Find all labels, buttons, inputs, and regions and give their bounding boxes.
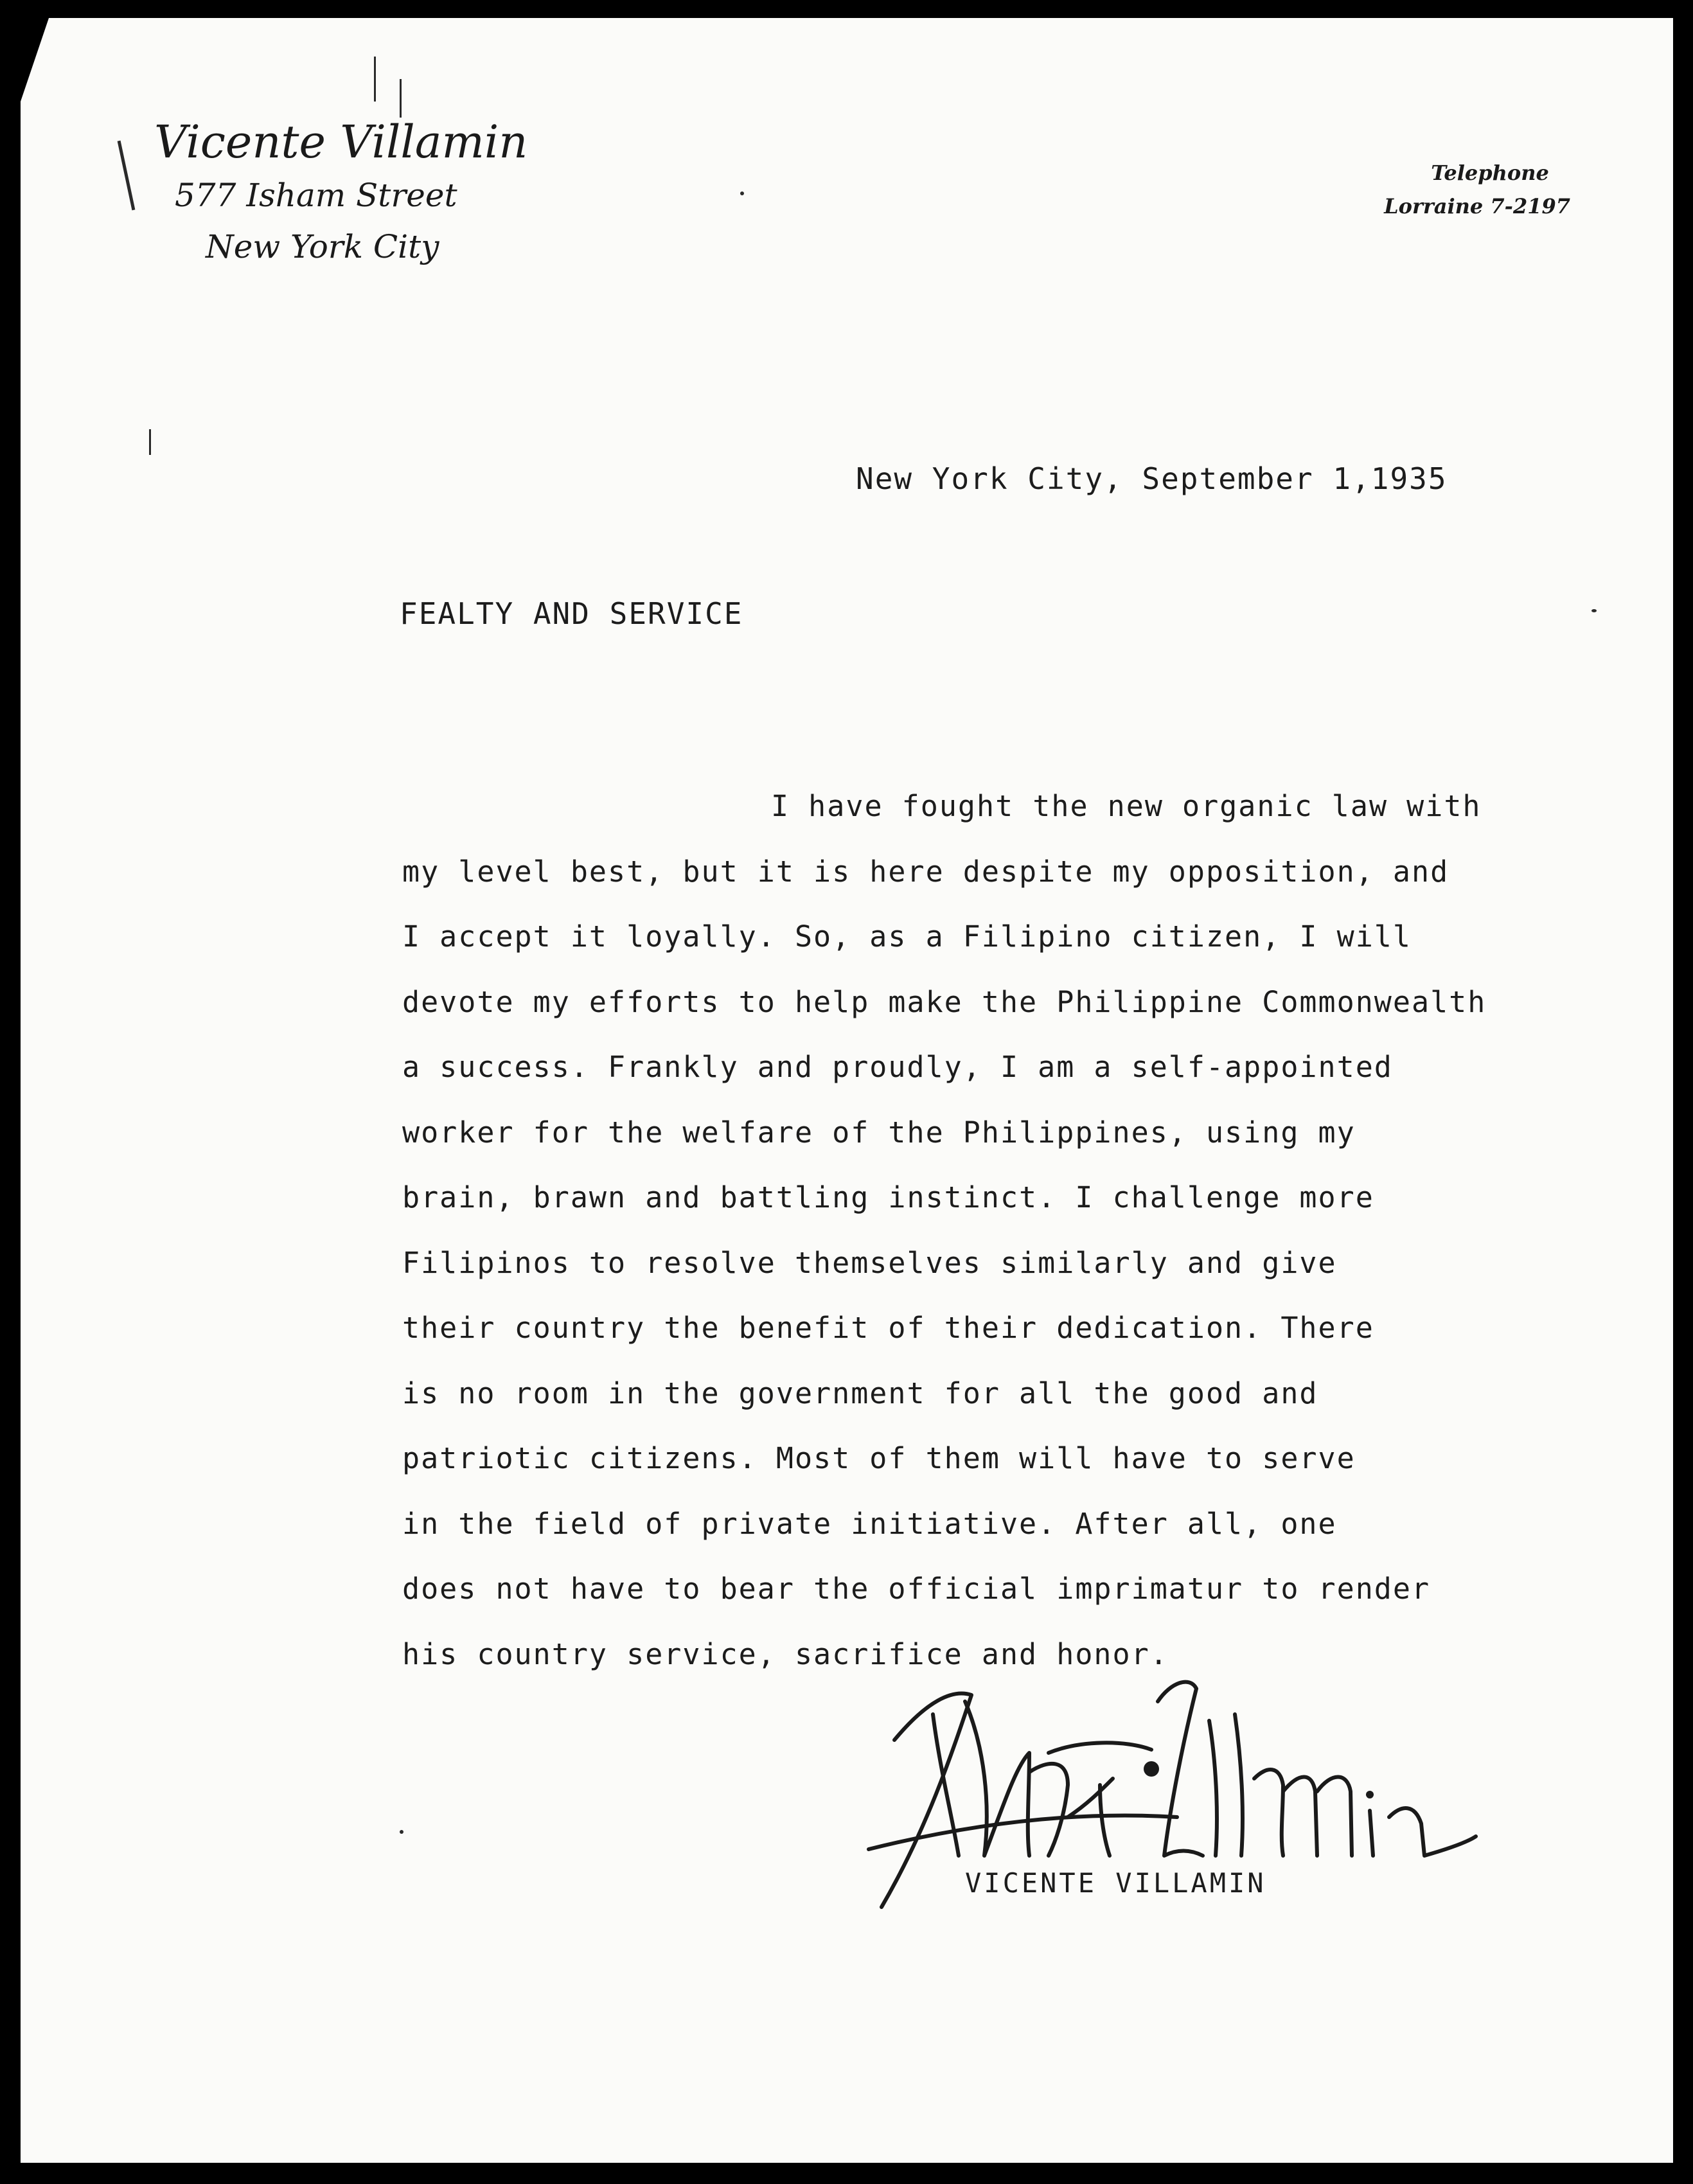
letter-title: FEALTY AND SERVICE bbox=[400, 596, 743, 631]
page-corner-fold bbox=[21, 18, 49, 102]
letterhead-telephone bbox=[1384, 156, 1570, 223]
body-line: his country service, sacrifice and honor. bbox=[402, 1637, 1169, 1671]
body-line: worker for the welfare of the Philippines, using my bbox=[402, 1115, 1356, 1150]
letter-body bbox=[402, 789, 1486, 1702]
telephone-number: Lorraine 7-2197 bbox=[1384, 194, 1570, 218]
scan-mark bbox=[740, 191, 744, 195]
scan-mark bbox=[400, 1830, 403, 1834]
body-line: I accept it loyally. So, as a Filipino citizen, I will bbox=[402, 919, 1412, 954]
scan-mark bbox=[149, 429, 151, 455]
letterhead-name: Vicente Villamin bbox=[154, 116, 528, 168]
body-line: their country the benefit of their dedication. There bbox=[402, 1311, 1374, 1345]
scan-mark bbox=[118, 141, 136, 211]
body-line: does not have to bear the official imprimatur to render bbox=[402, 1572, 1431, 1606]
body-line: brain, brawn and battling instinct. I challenge more bbox=[402, 1180, 1374, 1214]
letter-page bbox=[21, 18, 1673, 2163]
letterhead-street: 577 Isham Street bbox=[175, 177, 457, 214]
typed-signature-name: VICENTE VILLAMIN bbox=[965, 1867, 1266, 1899]
letterhead-address bbox=[154, 114, 527, 272]
scan-mark bbox=[1591, 609, 1597, 612]
scan-mark bbox=[400, 79, 402, 118]
telephone-label: Telephone bbox=[1431, 161, 1549, 185]
scan-mark bbox=[374, 57, 376, 102]
body-line: I have fought the new organic law with bbox=[771, 789, 1482, 823]
letterhead-city: New York City bbox=[206, 228, 439, 265]
body-line: devote my efforts to help make the Philippine Commonwealth bbox=[402, 984, 1487, 1019]
dateline: New York City, September 1,1935 bbox=[856, 461, 1448, 496]
body-line: a success. Frankly and proudly, I am a self-appointed bbox=[402, 1050, 1393, 1084]
body-line: is no room in the government for all the good and bbox=[402, 1376, 1318, 1410]
body-line: Filipinos to resolve themselves similarly and give bbox=[402, 1245, 1337, 1280]
body-line: in the field of private initiative. After all, one bbox=[402, 1506, 1337, 1541]
body-line: my level best, but it is here despite my opposition, and bbox=[402, 854, 1449, 889]
body-line: patriotic citizens. Most of them will have to serve bbox=[402, 1441, 1356, 1475]
